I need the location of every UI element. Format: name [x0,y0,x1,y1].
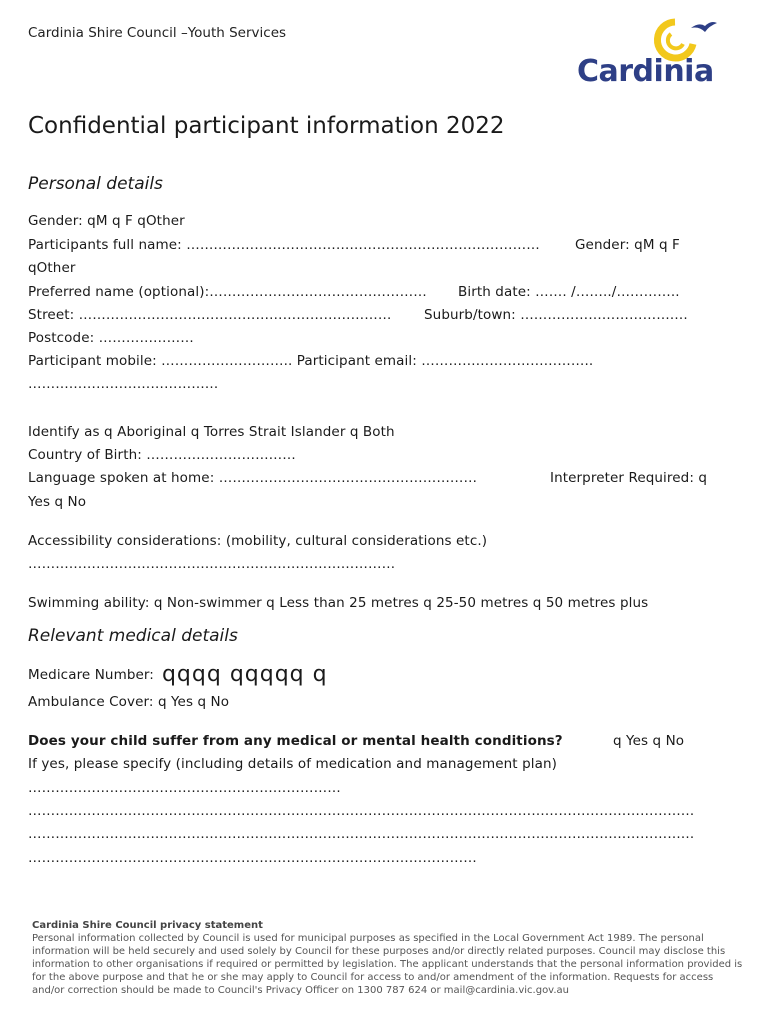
accessibility-field[interactable]: ……………………………………………………………………… [28,556,396,572]
identify-options[interactable]: Identify as q Aboriginal q Torres Strait Islander q Both [28,424,395,440]
street-field[interactable]: Street: …………………………………………………………… [28,307,392,323]
organisation-header: Cardinia Shire Council –Youth Services [28,25,287,41]
postcode-field[interactable]: Postcode: ………………… [28,330,194,346]
medical-condition-options[interactable]: q Yes q No [613,733,685,749]
page-title: Confidential participant information 2022 [28,113,505,139]
privacy-heading: Cardinia Shire Council privacy statement [32,920,263,931]
preferred-name-field[interactable]: Preferred name (optional):………………………………………… [28,284,427,300]
language-field[interactable]: Language spoken at home: ………………………………………………… [28,470,478,486]
gender-options[interactable]: Gender: qM q F qOther [28,213,185,229]
interpreter-required[interactable]: Interpreter Required: q [550,470,708,486]
privacy-statement [32,919,744,997]
swimming-ability-options[interactable]: Swimming ability: q Non-swimmer q Less than 25 metres q 25-50 metres q 50 metres plus [28,595,649,611]
privacy-body: Personal information collected by Council is used for municipal purposes as specified in the Local Government Act 1989. The personal information will be held securely and used solely by Council for these purposes and/or directly related purposes. Council may disclose this information to other organisations if required or permitted by legislation. The applicant understands that the personal information provided is for the above purpose and that he or she may apply to Council for access to and/or amendment of the information. Requests for access and/or correction should be made to Council's Privacy Officer on 1300 787 624 or mail@cardinia.vic.gov.au [32,933,743,996]
cardinia-logo [575,14,725,92]
specify-line-2[interactable]: ………………………………………………………………………………………………………………………………… [28,803,695,819]
accessibility-label: Accessibility considerations: (mobility, cultural considerations etc.) [28,533,488,549]
medicare-label: Medicare Number: [28,667,154,683]
suburb-field[interactable]: Suburb/town: ………………………………. [424,307,688,323]
personal-details-heading: Personal details [28,174,163,194]
ambulance-cover-options[interactable]: Ambulance Cover: q Yes q No [28,694,230,710]
interpreter-yes-no[interactable]: Yes q No [28,494,87,510]
specify-line-1[interactable]: …………………………………………………………… [28,780,341,796]
medical-details-heading: Relevant medical details [28,626,238,646]
country-of-birth-field[interactable]: Country of Birth: …………………………… [28,447,296,463]
medicare-number-boxes[interactable]: qqqq qqqqq q [161,662,328,687]
medicare-row[interactable] [28,662,328,687]
gender-other-option[interactable]: qOther [28,260,76,276]
specify-line-3[interactable]: ………………………………………………………………………………………………………………………………… [28,826,695,842]
email-continuation[interactable]: …………………………………… [28,376,219,392]
mobile-email-field[interactable]: Participant mobile: ……………………….. Participant email: ……………………………….. [28,353,594,369]
logo-wordmark: Cardinia [577,54,714,89]
specify-label: If yes, please specify (including details of medication and management plan) [28,756,558,772]
gender-options-secondary[interactable]: Gender: qM q F [575,237,680,253]
specify-line-4[interactable]: ……………………………………………………………………………………… [28,850,477,866]
medical-condition-question: Does your child suffer from any medical or mental health conditions? [28,733,563,749]
full-name-field[interactable]: Participants full name: …………………………………………………………………… [28,237,540,253]
birth-date-field[interactable]: Birth date: ……. /……../………….. [458,284,680,300]
